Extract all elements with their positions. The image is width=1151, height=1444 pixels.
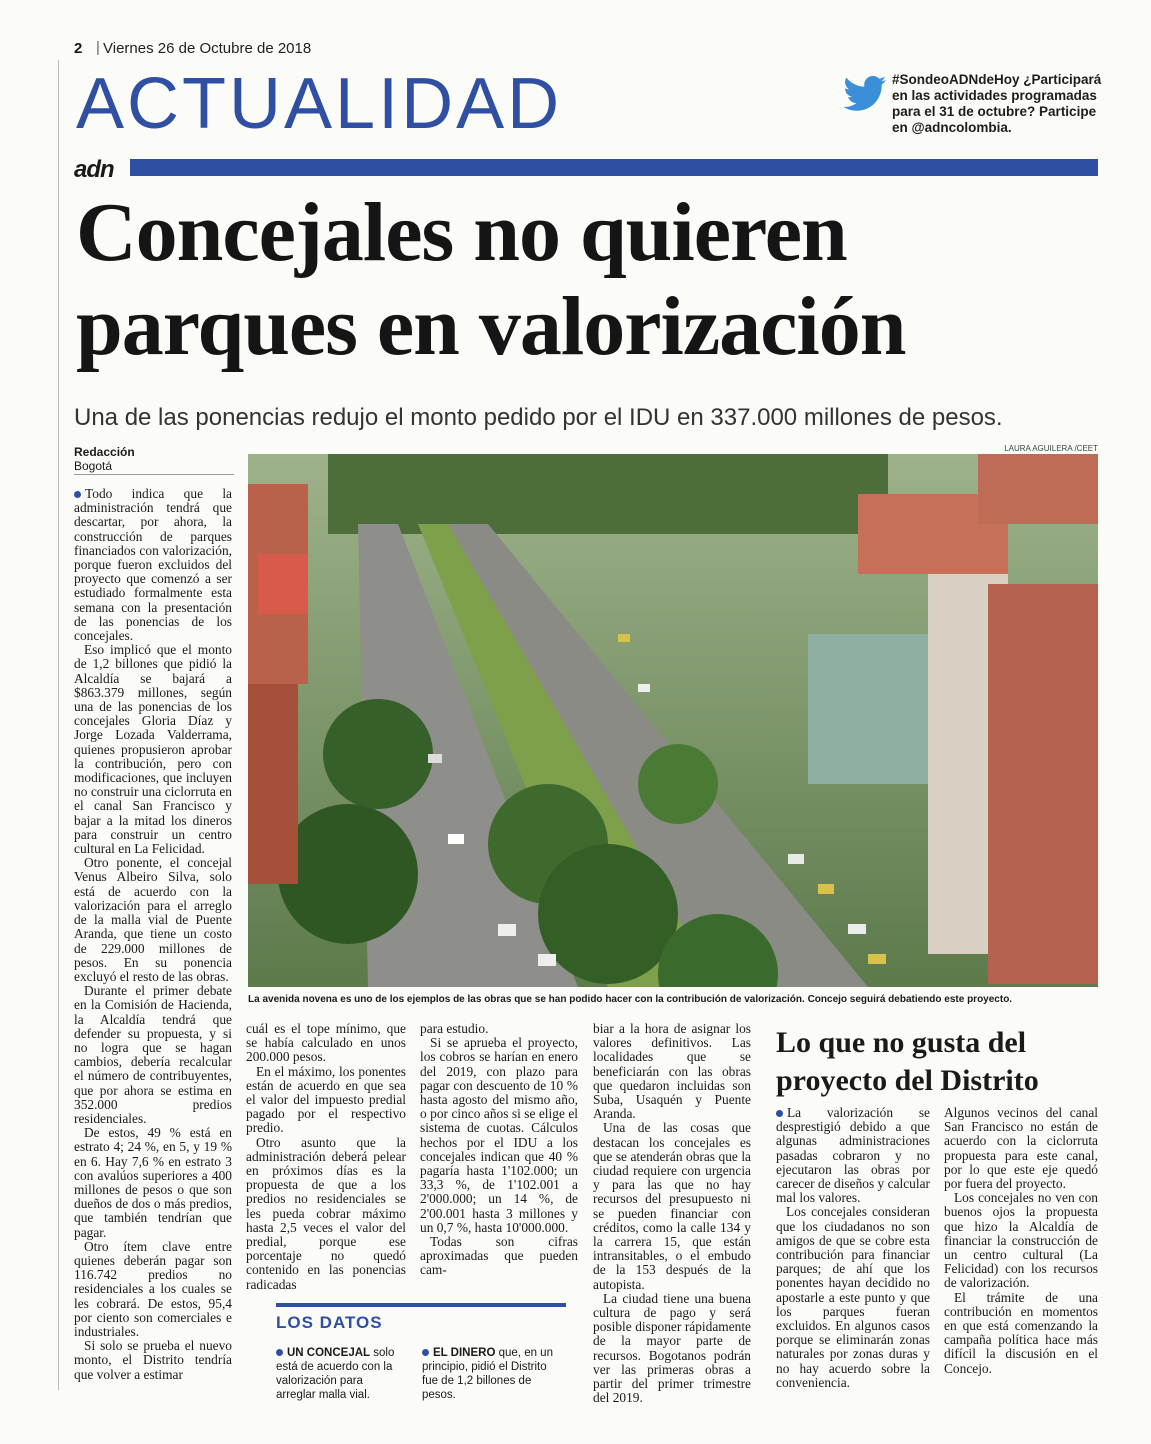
paragraph: para estudio. [420, 1021, 489, 1036]
byline-rule [74, 474, 234, 475]
adn-logo: adn [74, 156, 114, 183]
margin-line [58, 60, 59, 1390]
sidebar-column-2 [944, 1106, 1098, 1376]
paragraph: Una de las cosas que destacan los concejales es que se atenderán obras que la ciudad requiere con urgencia y para las que no hay recursos del presupuesto ni se pueden financiar con créditos, como la calle 134 y la carrera 15, que están intransitables, o el embudo de la 153 después de la autopista. [593, 1120, 751, 1292]
street-photo [248, 454, 1098, 987]
paragraph: cuál es el tope mínimo, que se había calculado en unos 200.000 pesos. [246, 1021, 406, 1065]
paragraph: Todo indica que la administración tendrá que descartar, por ahora, la construcción de parques financiados con valorización, porque fueron excluidos del proyecto que comenzó a ser estudiado formalmente esta semana con la presentación de las ponencias de los concejales. [74, 486, 232, 644]
paragraph: El trámite de una contribución en momentos en que está comenzando la campaña política hace más difícil la discusión en el Concejo. [944, 1289, 1098, 1376]
datos-text: solo está de acuerdo con la valorización para arreglar malla vial. [276, 1347, 395, 1401]
article-column-4 [593, 1022, 751, 1405]
article-column-3 [420, 1022, 578, 1278]
headline: Concejales no quieren parques en valorización [76, 186, 906, 373]
article-column-2 [246, 1022, 406, 1292]
paragraph: Algunos vecinos del canal San Francisco no están de acuerdo con la ciclorruta propuesta para este canal, por lo que este eje quedó por fuera del proyecto. [944, 1105, 1098, 1192]
byline-location: Bogotá [74, 459, 113, 473]
paragraph: Si se aprueba el proyecto, los cobros se harían en enero del 2019, con plazo para pagar con descuento de 10 % hasta agosto del mismo año, o por cinco años si se elige el sistema de cuotas. Cálculos hechos por el IDU a los concejales indican que 40 % pagaría hasta 1'102.000; un 33,3 %, de 1'102.001 a 2'000.000; un 14 %, de 2'00.001 hasta 3 millones y un 0,7 %, hasta 10'000.000. [420, 1035, 578, 1235]
paragraph: Durante el primer debate en la Comisión de Hacienda, la Alcaldía tendrá que defender su propuesta, y si no logra que se hagan cambios, debería recalcular el número de contribuyentes, que por ahora se estima en 352.000 predios residenciales. [74, 983, 232, 1126]
date-line: Viernes 26 de Octubre de 2018 [103, 40, 312, 57]
twitter-bird-icon [843, 76, 887, 112]
paragraph: En el máximo, los ponentes están de acuerdo en que sea el valor del impuesto predial pagado por el respectivo predio. [246, 1063, 406, 1136]
datos-item-2 [422, 1346, 557, 1402]
section-title: ACTUALIDAD [76, 64, 563, 144]
datos-text: que, en un principio, pidió el Distrito fue de 1,2 billones de pesos. [422, 1347, 553, 1401]
twitter-prompt: #SondeoADNdeHoy ¿Participará en las actividades programadas para el 31 de octubre? Participe en @adncolombia. [892, 72, 1102, 135]
paragraph: Si solo se prueba el nuevo monto, el Distrito tendría que volver a estimar [74, 1338, 232, 1382]
datos-lead: EL DINERO [433, 1347, 496, 1359]
paragraph: Todas son cifras aproximadas que pueden cam- [420, 1234, 578, 1278]
paragraph: Los concejales consideran que los ciudadanos no son amigos de que se cobre esta contribución para financiar parques; de ahí que los ponentes hayan decidido no apostarle a este punto y que los parques fueran excluidos. En algunos casos porque se eliminarán zonas naturales por zonas duras y no hay acuerdo sobre la conveniencia. [776, 1204, 930, 1390]
paragraph: La valorización se desprestigió debido a que algunas administraciones pasadas cobraron y no ejecutaron las obras por carecer de diseños y calcular mal los valores. [776, 1105, 930, 1206]
bullet-dot-icon [74, 491, 81, 498]
paragraph: La ciudad tiene una buena cultura de pago y será posible disponer rápidamente de la mayor parte de recursos. Bogotanos podrán ver las primeras obras a partir del primer trimestre del 2019. [593, 1290, 751, 1406]
datos-lead: UN CONCEJAL [287, 1347, 371, 1359]
page-number: 2 [74, 40, 83, 57]
paragraph: Otro ítem clave entre quienes deberán pagar son 116.742 predios no residenciales a los cuales se les cobrará. De estos, 95,4 por ciento son comerciales e industriales. [74, 1238, 232, 1339]
photo-caption: La avenida novena es uno de los ejemplos de las obras que se han podido hacer con la contribución de valorización. Concejo seguirá debatiendo este proyecto. [248, 994, 1013, 1005]
sidebar-column-1 [776, 1106, 930, 1390]
bullet-dot-icon [276, 1349, 283, 1356]
deck: Una de las ponencias redujo el monto pedido por el IDU en 337.000 millones de pesos. [74, 404, 1003, 431]
section-band [130, 159, 1098, 176]
byline: Redacción [74, 445, 135, 459]
paragraph: biar a la hora de asignar los valores definitivos. Las localidades que se beneficiarán con las obras que quedaron incluidas son Suba, Usaquén y Puente Aranda. [593, 1021, 751, 1122]
datos-item-1 [276, 1346, 404, 1402]
bullet-dot-icon [422, 1349, 429, 1356]
photo-credit: LAURA AGUILERA /CEET [1004, 444, 1098, 453]
paragraph: Los concejales no ven con buenos ojos la propuesta que hizo la Alcaldía de financiar la construcción de un centro cultural (La Felicidad) con los recursos de valorización. [944, 1190, 1098, 1291]
paragraph: De estos, 49 % está en estrato 4; 24 %, en 5, y 19 % en 6. Hay 7,6 % en estrato 3 con avalúos superiores a 400 millones de pesos o que son dueños de dos o más predios, que también tendrían que pagar. [74, 1125, 232, 1240]
paragraph: Eso implicó que el monto de 1,2 billones que pidió la Alcaldía se bajará a $863.379 millones, según una de las ponencias de los concejales Gloria Díaz y Jorge Lozada Valderrama, quienes propusieron aprobar la contribución, pero con modificaciones, que incluyen no construir una ciclorruta en el canal San Francisco y bajar a la mitad los dineros para construir un centro cultural en La Felicidad. [74, 642, 232, 857]
separator: | [96, 39, 100, 56]
sidebar-title: Lo que no gusta del proyecto del Distrito [776, 1026, 1039, 1097]
article-column-1 [74, 487, 232, 1382]
paragraph: Otro asunto que la administración deberá pelear en próximos días es la propuesta de que a los predios no residenciales se les pueda cobrar máximo hasta 2,5 veces el valor del predial, porque ese porcentaje no quedó contenido en las ponencias radicadas [246, 1134, 406, 1292]
datos-rule [276, 1303, 566, 1307]
bullet-dot-icon [776, 1110, 783, 1117]
datos-title: LOS DATOS [276, 1313, 383, 1332]
paragraph: Otro ponente, el concejal Venus Albeiro Silva, solo está de acuerdo con la valorización para el arreglo de la malla vial de Puente Aranda, que tiene un costo de 229.000 millones de pesos. En su ponencia excluyó el resto de las obras. [74, 855, 232, 984]
